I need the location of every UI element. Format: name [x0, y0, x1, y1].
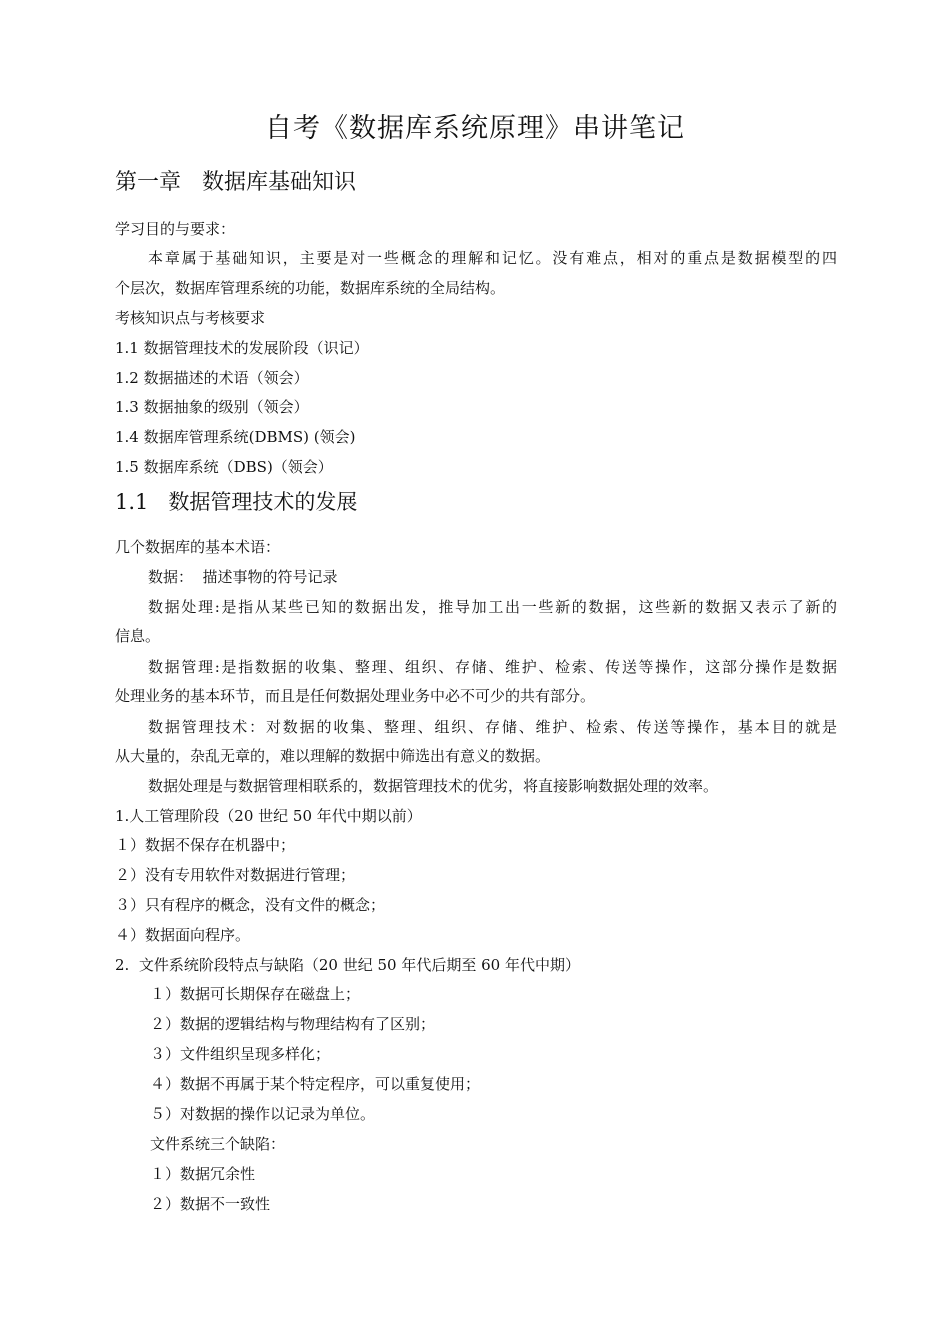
stage2-item: ５）对数据的操作以记录为单位。 [150, 1105, 376, 1123]
section-title: 1.1 数据管理技术的发展 [115, 490, 358, 514]
stage1-heading: 1.人工管理阶段（20 世纪 50 年代中期以前） [115, 807, 422, 825]
stage1-item: ２）没有专用软件对数据进行管理； [115, 866, 356, 884]
goals-paragraph-line-1: 本章属于基础知识，主要是对一些概念的理解和记忆。没有难点，相对的重点是数据模型的四 [148, 249, 837, 267]
term-processing-line-2: 信息。 [115, 627, 161, 645]
term-tech-line-1: 数据管理技术：对数据的收集、整理、组织、存储、维护、检索、传送等操作，基本目的就是 [148, 718, 837, 736]
stage2-item: １）数据可长期保存在磁盘上； [150, 985, 361, 1003]
goals-heading: 学习目的与要求： [115, 220, 236, 238]
stage1-item: ３）只有程序的概念，没有文件的概念； [115, 896, 386, 914]
term-data: 数据： 描述事物的符号记录 [148, 568, 338, 586]
term-tech-line-2: 从大量的，杂乱无章的，难以理解的数据中筛选出有意义的数据。 [115, 747, 551, 765]
term-processing-line-1: 数据处理:是指从某些已知的数据出发，推导加工出一些新的数据，这些新的数据又表示了新的 [148, 598, 837, 616]
exam-heading: 考核知识点与考核要求 [115, 309, 266, 327]
exam-item: 1.5 数据库系统（DBS)（领会） [115, 458, 333, 476]
stage2-item: ２）数据的逻辑结构与物理结构有了区别； [150, 1015, 436, 1033]
exam-item: 1.2 数据描述的术语（领会） [115, 369, 309, 387]
defects-item: ２）数据不一致性 [150, 1195, 271, 1213]
exam-item: 1.3 数据抽象的级别（领会） [115, 398, 309, 416]
stage2-item: ４）数据不再属于某个特定程序，可以重复使用； [150, 1075, 481, 1093]
defects-item: １）数据冗余性 [150, 1165, 256, 1183]
goals-paragraph-line-2: 个层次，数据库管理系统的功能，数据库系统的全局结构。 [115, 279, 506, 297]
exam-item: 1.4 数据库管理系统(DBMS) (领会) [115, 428, 356, 446]
term-management-line-1: 数据管理:是指数据的收集、整理、组织、存储、维护、检索、传送等操作，这部分操作是数据 [148, 658, 837, 676]
document-title: 自考《数据库系统原理》串讲笔记 [265, 113, 685, 144]
stage1-item: ４）数据面向程序。 [115, 926, 251, 944]
term-relation: 数据处理是与数据管理相联系的，数据管理技术的优劣，将直接影响数据处理的效率。 [148, 777, 719, 795]
exam-item: 1.1 数据管理技术的发展阶段（识记） [115, 339, 369, 357]
defects-heading: 文件系统三个缺陷： [150, 1135, 286, 1153]
stage2-item: ３）文件组织呈现多样化； [150, 1045, 331, 1063]
stage2-heading: 2. 文件系统阶段特点与缺陷（20 世纪 50 年代后期至 60 年代中期） [115, 956, 580, 974]
term-management-line-2: 处理业务的基本环节，而且是任何数据处理业务中必不可少的共有部分。 [115, 687, 596, 705]
stage1-item: １）数据不保存在机器中； [115, 836, 296, 854]
chapter-title: 第一章 数据库基础知识 [115, 170, 356, 195]
terms-heading: 几个数据库的基本术语： [115, 538, 281, 556]
